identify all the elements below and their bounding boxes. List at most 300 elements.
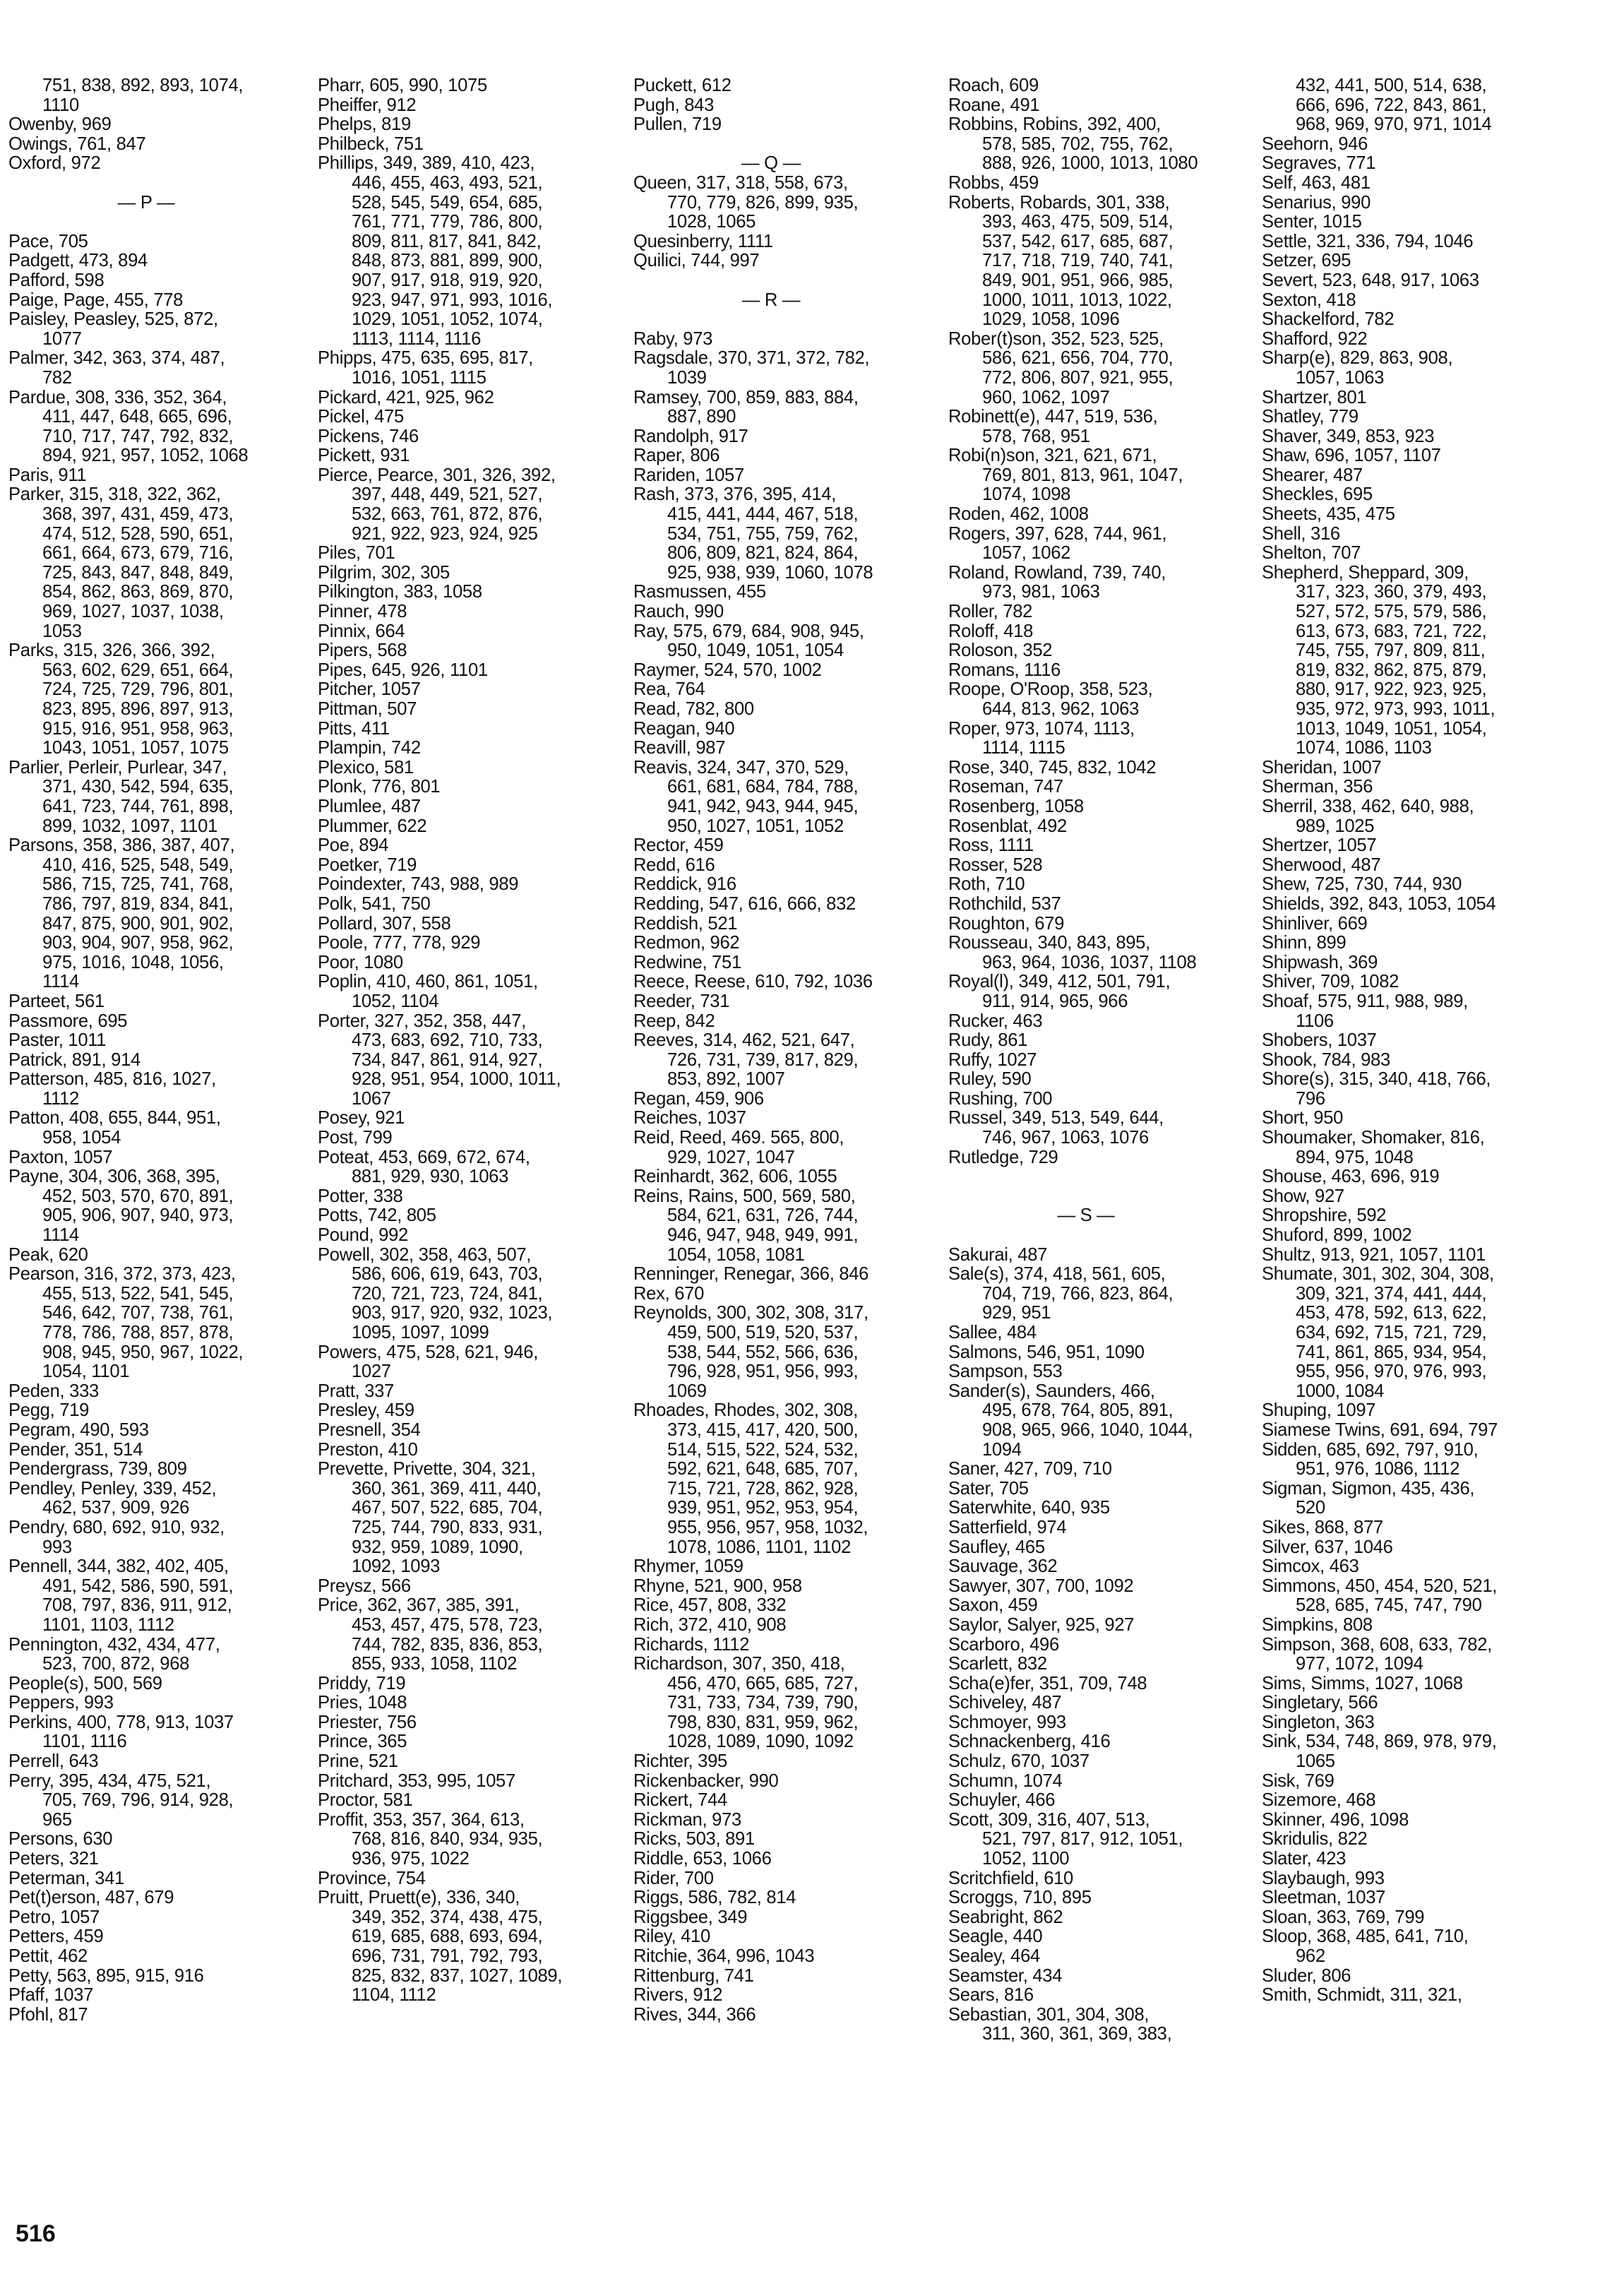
index-entry: Sebastian, 301, 304, 308, <box>948 2004 1150 2025</box>
index-entry: Pfaff, 1037 <box>8 1985 94 2006</box>
index-entry: Parteet, 561 <box>8 991 105 1011</box>
index-entry-line: 1114 <box>42 1225 79 1246</box>
index-entry: Owenby, 969 <box>8 114 112 135</box>
index-entry-line: 929, 1027, 1047 <box>667 1147 795 1167</box>
index-entry: Rosenberg, 1058 <box>948 796 1084 816</box>
index-entry-line: 744, 782, 835, 836, 853, <box>352 1634 543 1655</box>
index-entry: Robbins, Robins, 392, 400, <box>948 114 1161 135</box>
index-entry: Petro, 1057 <box>8 1907 100 1927</box>
index-entry: Pardue, 308, 336, 352, 364, <box>8 387 227 407</box>
index-entry-line: 935, 972, 973, 993, 1011, <box>1296 699 1495 719</box>
index-entry: Short, 950 <box>1262 1108 1344 1128</box>
index-entry-line: 473, 683, 692, 710, 733, <box>352 1030 543 1051</box>
index-entry: Perkins, 400, 778, 913, 1037 <box>8 1712 234 1732</box>
index-entry: Seehorn, 946 <box>1262 133 1368 154</box>
index-entry: Senarius, 990 <box>1262 192 1371 213</box>
index-entry: Sallee, 484 <box>948 1323 1037 1342</box>
index-entry-line: 1074, 1098 <box>982 484 1071 505</box>
index-entry-line: 894, 921, 957, 1052, 1068 <box>42 446 249 466</box>
index-entry: Sakurai, 487 <box>948 1244 1048 1265</box>
index-entry: Randolph, 917 <box>633 426 748 446</box>
index-entry-line: 410, 416, 525, 548, 549, <box>42 854 234 875</box>
index-entry-line: 796 <box>1296 1088 1325 1109</box>
index-entry-line: 806, 809, 821, 824, 864, <box>667 543 859 564</box>
index-entry-line: 925, 938, 939, 1060, 1078 <box>667 562 873 583</box>
index-entry-line: 1092, 1093 <box>352 1556 441 1577</box>
index-entry-line: 546, 642, 707, 738, 761, <box>42 1303 234 1323</box>
index-entry-line: 993 <box>42 1537 72 1557</box>
index-entry: Russel, 349, 513, 549, 644, <box>948 1108 1164 1128</box>
index-entry: Pendry, 680, 692, 910, 932, <box>8 1517 225 1537</box>
index-entry-line: 1077 <box>42 328 82 349</box>
index-entry: Shumate, 301, 302, 304, 308, <box>1262 1264 1494 1285</box>
index-entry: Simcox, 463 <box>1262 1556 1359 1577</box>
index-entry: Sherwood, 487 <box>1262 854 1381 875</box>
index-entry-line: 741, 861, 865, 934, 954, <box>1296 1342 1487 1362</box>
index-entry: Sheckles, 695 <box>1262 484 1373 505</box>
index-entry: Plumlee, 487 <box>318 796 421 816</box>
index-entry-line: 1067 <box>352 1088 391 1109</box>
index-entry: Schnackenberg, 416 <box>948 1732 1111 1752</box>
index-entry: Padgett, 473, 894 <box>8 251 148 271</box>
index-entry: Polk, 541, 750 <box>318 893 431 914</box>
index-entry: Paige, Page, 455, 778 <box>8 290 184 310</box>
index-entry: Poe, 894 <box>318 835 389 856</box>
index-entry: Rickenbacker, 990 <box>633 1770 779 1791</box>
index-entry: Rex, 670 <box>633 1283 705 1304</box>
section-letter-heading: — Q — <box>741 153 801 174</box>
section-letter-heading: — R — <box>741 290 801 310</box>
index-entry: Shartzer, 801 <box>1262 387 1367 407</box>
index-entry-line: 932, 959, 1089, 1090, <box>352 1537 523 1557</box>
index-entry-line: 661, 664, 673, 679, 716, <box>42 543 234 564</box>
index-entry-line: 951, 976, 1086, 1112 <box>1296 1459 1460 1479</box>
index-entry: Reinhardt, 362, 606, 1055 <box>633 1167 837 1187</box>
index-entry: Riggs, 586, 782, 814 <box>633 1888 796 1908</box>
index-entry-line: 538, 544, 552, 566, 636, <box>667 1342 859 1362</box>
index-entry: Satterfield, 974 <box>948 1517 1067 1537</box>
index-entry-line: 989, 1025 <box>1296 816 1375 836</box>
index-entry: Rucker, 463 <box>948 1011 1043 1031</box>
index-entry-line: 467, 507, 522, 685, 704, <box>352 1498 543 1518</box>
index-entry-line: 360, 361, 369, 411, 440, <box>352 1478 542 1499</box>
index-entry-line: 715, 721, 728, 862, 928, <box>667 1478 859 1499</box>
index-entry: Rickert, 744 <box>633 1790 727 1811</box>
index-entry-line: 1000, 1084 <box>1296 1381 1385 1401</box>
index-entry: Sampson, 553 <box>948 1362 1063 1382</box>
index-entry-line: 1074, 1086, 1103 <box>1296 738 1432 758</box>
index-entry-line: 1054, 1058, 1081 <box>667 1244 805 1265</box>
index-entry: Paster, 1011 <box>8 1030 107 1051</box>
index-entry: Roloson, 352 <box>948 641 1053 661</box>
index-entry: People(s), 500, 569 <box>8 1673 162 1693</box>
index-entry-line: 903, 904, 907, 958, 962, <box>42 933 234 953</box>
index-entry: Puckett, 612 <box>633 76 732 95</box>
index-entry-line: 371, 430, 542, 594, 635, <box>42 777 234 797</box>
index-entry: Roller, 782 <box>948 602 1033 622</box>
index-entry-line: 923, 947, 971, 993, 1016, <box>352 290 553 310</box>
index-entry: Shatley, 779 <box>1262 407 1359 427</box>
index-entry-line: 514, 515, 522, 524, 532, <box>667 1439 859 1460</box>
index-entry: Shepherd, Sheppard, 309, <box>1262 562 1469 583</box>
index-entry-line: 1114, 1115 <box>982 738 1065 758</box>
index-entry-line: 452, 503, 570, 670, 891, <box>42 1186 234 1206</box>
index-entry: Simmons, 450, 454, 520, 521, <box>1262 1576 1498 1596</box>
index-entry: Pegg, 719 <box>8 1400 89 1421</box>
index-entry: Raymer, 524, 570, 1002 <box>633 660 822 680</box>
index-entry-line: 717, 718, 719, 740, 741, <box>982 251 1174 271</box>
index-entry: Richter, 395 <box>633 1751 727 1772</box>
index-entry: Pound, 992 <box>318 1225 408 1246</box>
index-entry: Rose, 340, 745, 832, 1042 <box>948 757 1157 778</box>
index-entry: Sizemore, 468 <box>1262 1790 1376 1811</box>
index-entry: Sloan, 363, 769, 799 <box>1262 1907 1425 1927</box>
index-entry-line: 523, 700, 872, 968 <box>42 1654 190 1674</box>
index-entry: Robi(n)son, 321, 621, 671, <box>948 446 1157 466</box>
index-entry: Schmoyer, 993 <box>948 1712 1066 1732</box>
index-entry-line: 1078, 1086, 1101, 1102 <box>667 1537 852 1557</box>
index-entry: Patton, 408, 655, 844, 951, <box>8 1108 221 1128</box>
index-entry: Roberts, Robards, 301, 338, <box>948 192 1170 213</box>
index-entry: Sleetman, 1037 <box>1262 1888 1386 1908</box>
index-entry-line: 309, 321, 374, 441, 444, <box>1296 1283 1487 1304</box>
index-entry: Rober(t)son, 352, 523, 525, <box>948 328 1164 349</box>
index-entry: Sealey, 464 <box>948 1946 1040 1966</box>
index-entry: Seagle, 440 <box>948 1926 1043 1947</box>
index-entry: Rousseau, 340, 843, 895, <box>948 933 1150 953</box>
index-column-4 <box>948 76 1252 2044</box>
index-entry-line: 908, 965, 966, 1040, 1044, <box>982 1419 1193 1440</box>
index-entry-line: 855, 933, 1058, 1102 <box>352 1654 518 1674</box>
index-entry: Segraves, 771 <box>1262 153 1376 174</box>
index-entry-line: 1114 <box>42 972 79 992</box>
index-entry: Sink, 534, 748, 869, 978, 979, <box>1262 1732 1497 1752</box>
index-entry: Petty, 563, 895, 915, 916 <box>8 1965 204 1986</box>
index-entry: Shertzer, 1057 <box>1262 835 1377 856</box>
index-entry: Pendergrass, 739, 809 <box>8 1459 187 1479</box>
index-entry: Skridulis, 822 <box>1262 1829 1368 1850</box>
index-entry-line: 772, 806, 807, 921, 955, <box>982 367 1174 388</box>
index-entry: Rariden, 1057 <box>633 465 744 485</box>
index-entry: Paisley, Peasley, 525, 872, <box>8 309 218 330</box>
index-entry: Paxton, 1057 <box>8 1147 113 1167</box>
index-entry: Shaw, 696, 1057, 1107 <box>1262 446 1441 466</box>
index-entry: Pruitt, Pruett(e), 336, 340, <box>318 1888 520 1908</box>
index-entry: Sheets, 435, 475 <box>1262 504 1395 525</box>
index-entry: Slaybaugh, 993 <box>1262 1868 1385 1888</box>
index-entry: Roland, Rowland, 739, 740, <box>948 562 1166 583</box>
index-entry: Singletary, 566 <box>1262 1693 1378 1713</box>
index-entry-line: 1039 <box>667 367 707 388</box>
index-entry: Pitts, 411 <box>318 718 390 739</box>
index-entry: Rhyne, 521, 900, 958 <box>633 1576 802 1596</box>
index-entry-line: 1112 <box>42 1088 79 1109</box>
index-entry-line: 368, 397, 431, 459, 473, <box>42 504 234 525</box>
index-entry-line: 962 <box>1296 1946 1325 1966</box>
index-entry-line: 782 <box>42 367 72 388</box>
index-entry: Siamese Twins, 691, 694, 797 <box>1262 1419 1498 1440</box>
index-entry: Redwine, 751 <box>633 952 741 972</box>
index-entry: Payne, 304, 306, 368, 395, <box>8 1167 220 1187</box>
index-entry-line: 819, 832, 862, 875, 879, <box>1296 660 1487 680</box>
index-entry: Pegram, 490, 593 <box>8 1419 149 1440</box>
index-entry-line: 887, 890 <box>667 407 736 427</box>
index-entry-line: 928, 951, 954, 1000, 1011, <box>352 1069 561 1090</box>
index-entry: Pickens, 746 <box>318 426 419 446</box>
index-entry: Pipers, 568 <box>318 641 407 661</box>
index-entry-line: 317, 323, 360, 379, 493, <box>1296 582 1487 602</box>
index-entry-line: 1069 <box>667 1381 707 1401</box>
index-entry-line: 1054, 1101 <box>42 1362 130 1382</box>
index-entry: Prine, 521 <box>318 1751 398 1772</box>
index-entry: Shoaf, 575, 911, 988, 989, <box>1262 991 1468 1011</box>
index-entry-line: 446, 455, 463, 493, 521, <box>352 172 543 193</box>
index-entry: Quilici, 744, 997 <box>633 251 760 271</box>
index-entry-line: 1110 <box>42 95 79 115</box>
index-entry-line: 696, 731, 791, 792, 793, <box>352 1946 543 1966</box>
index-entry: Plummer, 622 <box>318 816 427 836</box>
index-entry: Sale(s), 374, 418, 561, 605, <box>948 1264 1166 1285</box>
index-entry: Schuyler, 466 <box>948 1790 1056 1811</box>
index-column-2 <box>318 76 621 2006</box>
index-entry: Porter, 327, 352, 358, 447, <box>318 1011 526 1031</box>
index-entry-line: 708, 797, 836, 911, 912, <box>42 1595 232 1616</box>
index-entry-line: 796, 928, 951, 956, 993, <box>667 1362 859 1382</box>
index-entry-line: 1028, 1089, 1090, 1092 <box>667 1732 854 1752</box>
index-entry: Roane, 491 <box>948 95 1040 115</box>
index-entry: Shafford, 922 <box>1262 328 1368 349</box>
index-entry-line: 768, 816, 840, 934, 935, <box>352 1829 543 1850</box>
index-entry: Simpson, 368, 608, 633, 782, <box>1262 1634 1492 1655</box>
index-entry: Redmon, 962 <box>633 933 740 953</box>
index-entry-line: 1104, 1112 <box>352 1985 436 2006</box>
index-entry-line: 946, 947, 948, 949, 991, <box>667 1225 859 1246</box>
index-entry: Parker, 315, 318, 322, 362, <box>8 484 221 505</box>
index-entry: Pinner, 478 <box>318 602 407 622</box>
index-entry: Shields, 392, 843, 1053, 1054 <box>1262 893 1496 914</box>
index-entry-line: 825, 832, 837, 1027, 1089, <box>352 1965 563 1986</box>
index-entry: Pafford, 598 <box>8 270 105 290</box>
index-entry: Sikes, 868, 877 <box>1262 1517 1383 1537</box>
index-entry: Shultz, 913, 921, 1057, 1101 <box>1262 1244 1486 1265</box>
index-entry-line: 453, 457, 475, 578, 723, <box>352 1614 543 1635</box>
index-entry: Schumn, 1074 <box>948 1770 1063 1791</box>
index-entry: Palmer, 342, 363, 374, 487, <box>8 348 225 369</box>
index-entry: Pettit, 462 <box>8 1946 88 1966</box>
index-entry: Romans, 1116 <box>948 660 1061 680</box>
index-entry: Poole, 777, 778, 929 <box>318 933 481 953</box>
index-entry: Redd, 616 <box>633 854 715 875</box>
index-entry: Perry, 395, 434, 475, 521, <box>8 1770 211 1791</box>
index-entry: Perrell, 643 <box>8 1751 99 1772</box>
index-entry-line: 710, 717, 747, 792, 832, <box>42 426 234 446</box>
index-entry: Roope, O'Roop, 358, 523, <box>948 679 1153 700</box>
index-entry: Self, 463, 481 <box>1262 172 1371 193</box>
index-entry: Plexico, 581 <box>318 757 414 778</box>
index-entry: Sauvage, 362 <box>948 1556 1058 1577</box>
index-entry-line: 578, 585, 702, 755, 762, <box>982 133 1174 154</box>
index-entry-line: 411, 447, 648, 665, 696, <box>42 407 232 427</box>
index-entry-line: 578, 768, 951 <box>982 426 1090 446</box>
index-entry: Preston, 410 <box>318 1439 418 1460</box>
index-entry: Sisk, 769 <box>1262 1770 1335 1791</box>
index-entry-line: 704, 719, 766, 823, 864, <box>982 1283 1174 1304</box>
index-entry: Rothchild, 537 <box>948 893 1061 914</box>
index-entry-line: 751, 838, 892, 893, 1074, <box>42 76 244 95</box>
index-entry-line: 848, 873, 881, 899, 900, <box>352 251 543 271</box>
index-entry: Rice, 457, 808, 332 <box>633 1595 787 1616</box>
index-entry-line: 745, 755, 797, 809, 811, <box>1296 641 1486 661</box>
index-entry: Proffit, 353, 357, 364, 613, <box>318 1809 525 1830</box>
index-entry-line: 1000, 1011, 1013, 1022, <box>982 290 1172 310</box>
index-entry: Reavill, 987 <box>633 738 726 758</box>
index-entry: Sherril, 338, 462, 640, 988, <box>1262 796 1474 816</box>
index-entry-line: 459, 500, 519, 520, 537, <box>667 1323 859 1342</box>
index-entry: Paris, 911 <box>8 465 87 485</box>
index-entry: Rogers, 397, 628, 744, 961, <box>948 523 1167 544</box>
index-entry: Phelps, 819 <box>318 114 411 135</box>
index-entry-line: 849, 901, 951, 966, 985, <box>982 270 1174 290</box>
index-entry: Scott, 309, 316, 407, 513, <box>948 1809 1150 1830</box>
index-entry: Rector, 459 <box>633 835 724 856</box>
index-entry: Reeves, 314, 462, 521, 647, <box>633 1030 855 1051</box>
index-entry-line: 881, 929, 930, 1063 <box>352 1167 509 1187</box>
index-entry: Regan, 459, 906 <box>633 1088 764 1109</box>
index-entry-line: 1101, 1103, 1112 <box>42 1614 174 1635</box>
index-entry-line: 661, 681, 684, 784, 788, <box>667 777 859 797</box>
index-entry-line: 908, 945, 950, 967, 1022, <box>42 1342 244 1362</box>
index-entry: Peppers, 993 <box>8 1693 114 1713</box>
index-entry: Reddish, 521 <box>633 913 738 934</box>
index-entry-line: 1052, 1104 <box>352 991 439 1011</box>
index-entry-line: 936, 975, 1022 <box>352 1849 470 1869</box>
index-entry-line: 1057, 1062 <box>982 543 1071 564</box>
index-entry: Powers, 475, 528, 621, 946, <box>318 1342 539 1362</box>
index-entry-line: 586, 715, 725, 741, 768, <box>42 874 234 895</box>
index-entry-line: 641, 723, 744, 761, 898, <box>42 796 234 816</box>
index-entry: Robinett(e), 447, 519, 536, <box>948 407 1158 427</box>
index-entry: Preysz, 566 <box>318 1576 411 1596</box>
index-entry: Priddy, 719 <box>318 1673 406 1693</box>
index-entry-line: 853, 892, 1007 <box>667 1069 785 1090</box>
index-entry-line: 1016, 1051, 1115 <box>352 367 486 388</box>
index-entry-line: 1057, 1063 <box>1296 367 1385 388</box>
index-entry-line: 921, 922, 923, 924, 925 <box>352 523 538 544</box>
index-entry-line: 1028, 1065 <box>667 212 756 232</box>
index-column-5 <box>1262 76 1565 2006</box>
index-entry-line: 963, 964, 1036, 1037, 1108 <box>982 952 1197 972</box>
index-entry: Potts, 742, 805 <box>318 1205 436 1226</box>
index-entry: Shelton, 707 <box>1262 543 1361 564</box>
index-entry-line: 456, 470, 665, 685, 727, <box>667 1673 859 1693</box>
index-entry-line: 903, 917, 920, 932, 1023, <box>352 1303 553 1323</box>
index-entry-line: 899, 1032, 1097, 1101 <box>42 816 217 836</box>
index-entry: Rosser, 528 <box>948 854 1043 875</box>
index-entry: Sloop, 368, 485, 641, 710, <box>1262 1926 1469 1947</box>
index-entry: Shook, 784, 983 <box>1262 1049 1390 1070</box>
index-entry-line: 955, 956, 957, 958, 1032, <box>667 1517 868 1537</box>
index-entry: Persons, 630 <box>8 1829 113 1850</box>
index-entry: Powell, 302, 358, 463, 507, <box>318 1244 532 1265</box>
index-entry-line: 1095, 1097, 1099 <box>352 1323 489 1342</box>
index-entry: Slater, 423 <box>1262 1849 1347 1869</box>
index-entry: Shearer, 487 <box>1262 465 1363 485</box>
index-entry: Roach, 609 <box>948 76 1039 95</box>
index-entry: Seamster, 434 <box>948 1965 1063 1986</box>
index-entry: Settle, 321, 336, 794, 1046 <box>1262 231 1474 251</box>
index-entry: Redding, 547, 616, 666, 832 <box>633 893 856 914</box>
index-entry: Proctor, 581 <box>318 1790 413 1811</box>
index-entry: Rauch, 990 <box>633 602 724 622</box>
index-entry: Sears, 816 <box>948 1985 1034 2006</box>
index-entry: Patrick, 891, 914 <box>8 1049 141 1070</box>
index-entry-line: 397, 448, 449, 521, 527, <box>352 484 543 505</box>
index-entry-line: 726, 731, 739, 817, 829, <box>667 1049 859 1070</box>
index-entry-line: 634, 692, 715, 721, 729, <box>1296 1323 1487 1342</box>
index-entry-line: 527, 572, 575, 579, 586, <box>1296 602 1487 622</box>
index-entry: Shaver, 349, 853, 923 <box>1262 426 1435 446</box>
index-entry: Sluder, 806 <box>1262 1965 1351 1986</box>
index-entry-line: 798, 830, 831, 959, 962, <box>667 1712 859 1732</box>
index-entry-line: 455, 513, 522, 541, 545, <box>42 1283 234 1304</box>
index-entry: Raper, 806 <box>633 446 720 466</box>
index-entry-line: 613, 673, 683, 721, 722, <box>1296 621 1487 641</box>
index-entry: Poindexter, 743, 988, 989 <box>318 874 519 895</box>
index-entry: Pilgrim, 302, 305 <box>318 562 450 583</box>
index-entry: Schulz, 670, 1037 <box>948 1751 1089 1772</box>
index-entry: Prevette, Privette, 304, 321, <box>318 1459 536 1479</box>
index-entry-line: 349, 352, 374, 438, 475, <box>352 1907 543 1927</box>
index-entry: Royal(l), 349, 412, 501, 791, <box>948 972 1171 992</box>
index-entry-line: 1113, 1114, 1116 <box>352 328 482 349</box>
index-entry: Renninger, Renegar, 366, 846 <box>633 1264 869 1285</box>
index-entry: Rea, 764 <box>633 679 705 700</box>
index-entry: Priester, 756 <box>318 1712 417 1732</box>
index-entry: Rivers, 912 <box>633 1985 723 2006</box>
index-entry: Sharp(e), 829, 863, 908, <box>1262 348 1453 369</box>
index-entry-line: 1053 <box>42 621 82 641</box>
index-entry-line: 453, 478, 592, 613, 622, <box>1296 1303 1487 1323</box>
index-entry-line: 725, 843, 847, 848, 849, <box>42 562 234 583</box>
index-entry: Piles, 701 <box>318 543 395 564</box>
index-entry: Reddick, 916 <box>633 874 736 895</box>
index-entry: Rickman, 973 <box>633 1809 741 1830</box>
index-entry-line: 586, 606, 619, 643, 703, <box>352 1264 543 1285</box>
index-entry: Shropshire, 592 <box>1262 1205 1387 1226</box>
index-entry: Roper, 973, 1074, 1113, <box>948 718 1135 739</box>
index-entry: Quesinberry, 1111 <box>633 231 773 251</box>
index-entry-line: 563, 602, 629, 651, 664, <box>42 660 234 680</box>
index-entry: Shinliver, 669 <box>1262 913 1368 934</box>
index-entry-line: 725, 744, 790, 833, 931, <box>352 1517 543 1537</box>
index-column-1 <box>8 76 312 2025</box>
index-entry-line: 532, 663, 761, 872, 876, <box>352 504 543 525</box>
index-entry: Pet(t)erson, 487, 679 <box>8 1888 174 1908</box>
index-entry: Sander(s), Saunders, 466, <box>948 1381 1155 1401</box>
index-entry: Ragsdale, 370, 371, 372, 782, <box>633 348 870 369</box>
index-entry-line: 393, 463, 475, 509, 514, <box>982 212 1174 232</box>
index-entry-line: 373, 415, 417, 420, 500, <box>667 1419 859 1440</box>
index-entry: Presnell, 354 <box>318 1419 421 1440</box>
index-entry-line: 495, 678, 764, 805, 891, <box>982 1400 1174 1421</box>
index-entry: Owings, 761, 847 <box>8 133 146 154</box>
index-entry: Shore(s), 315, 340, 418, 766, <box>1262 1069 1491 1090</box>
index-entry: Riley, 410 <box>633 1926 710 1947</box>
index-entry: Poetker, 719 <box>318 854 417 875</box>
index-entry-line: 907, 917, 918, 919, 920, <box>352 270 543 290</box>
index-entry: Scha(e)fer, 351, 709, 748 <box>948 1673 1147 1693</box>
index-entry: Province, 754 <box>318 1868 426 1888</box>
